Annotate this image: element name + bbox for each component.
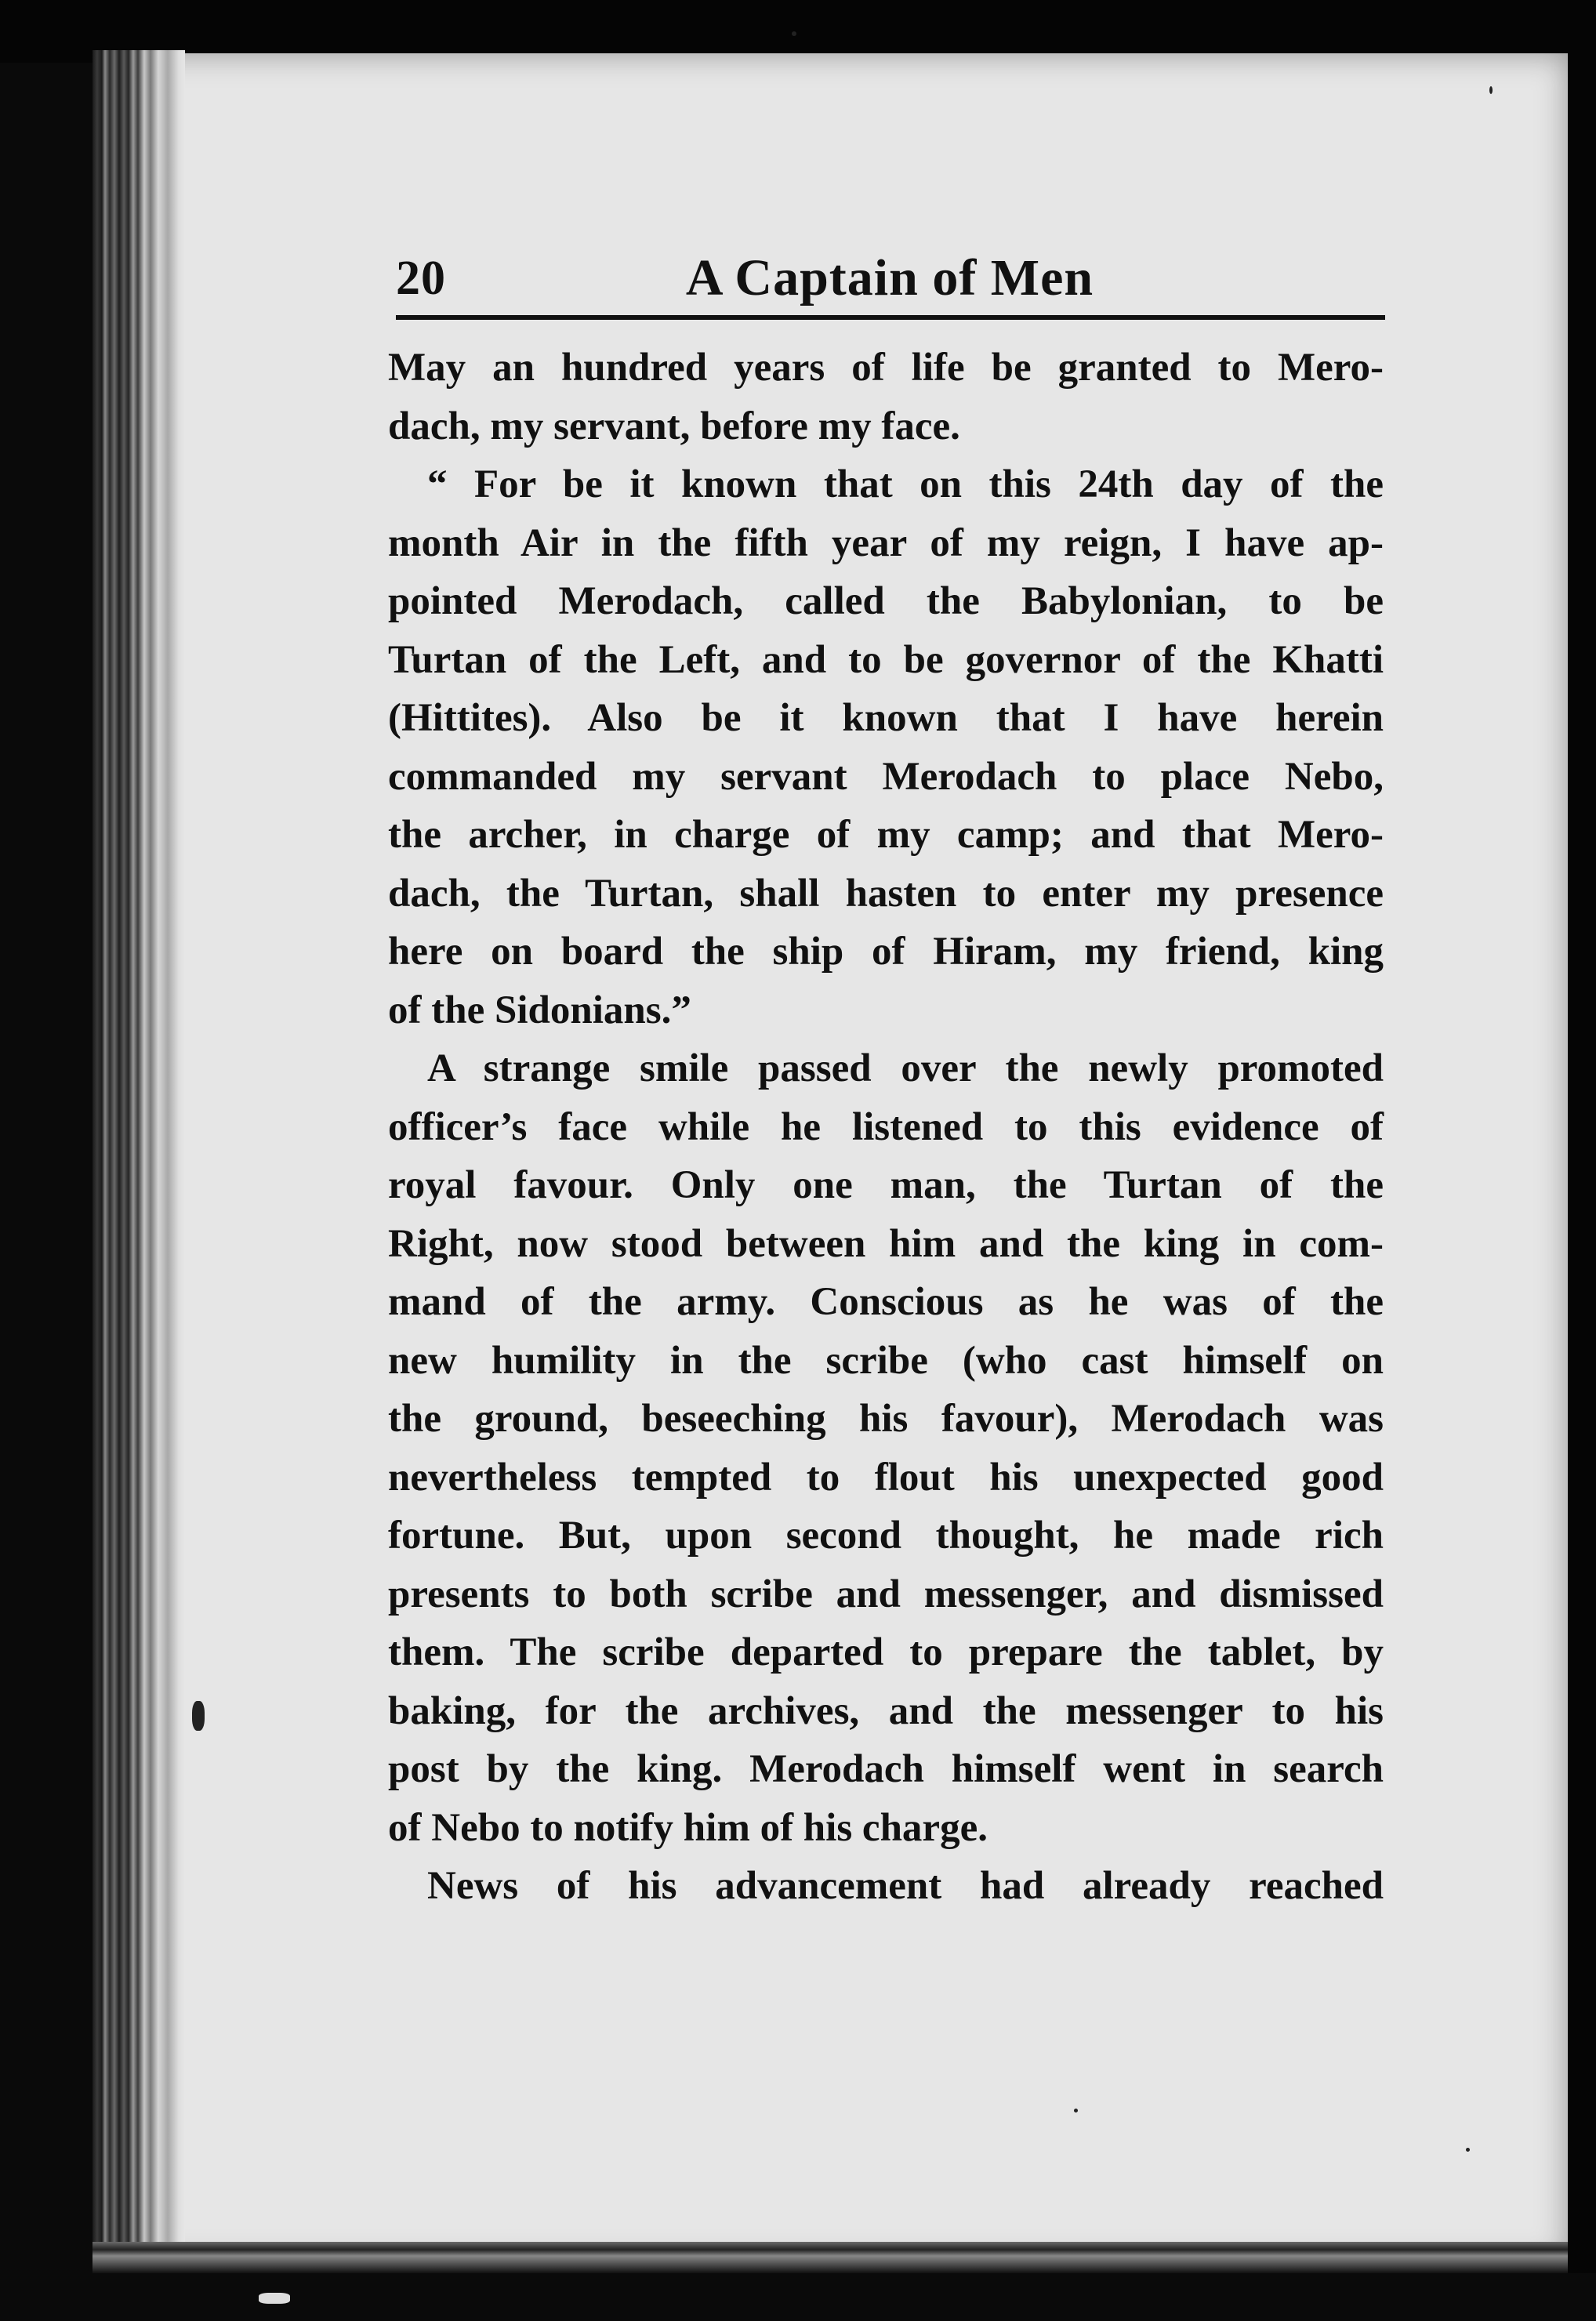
- body-text: [388, 339, 1384, 1916]
- running-title: A Captain of Men: [685, 249, 1094, 306]
- page-number: 20: [396, 252, 446, 305]
- running-head: [396, 235, 1384, 321]
- text-line: officer’s face while he listened to this evidence of: [388, 1104, 1384, 1149]
- text-line: month Air in the fifth year of my reign, I have ap-: [388, 520, 1384, 565]
- text-line: royal favour. Only one man, the Turtan of the: [388, 1163, 1384, 1207]
- scan-speck: [259, 2293, 290, 2304]
- text-line: May an hundred years of life be granted to Mero-: [388, 346, 1384, 390]
- text-line: mand of the army. Conscious as he was of the: [388, 1280, 1384, 1324]
- text-line: fortune. But, upon second thought, he made rich: [388, 1514, 1384, 1558]
- page-bottom-edge: [92, 2242, 1568, 2273]
- scan-speck: [1074, 2109, 1078, 2112]
- header-rule: [396, 315, 1385, 320]
- text-line: the archer, in charge of my camp; and that Mero-: [388, 813, 1384, 857]
- text-line: “ For be it known that on this 24th day of the: [427, 462, 1384, 506]
- text-line: of the Sidonians.”: [388, 988, 691, 1032]
- scan-speck: [1489, 86, 1493, 94]
- text-line: (Hittites). Also be it known that I have herein: [388, 696, 1384, 740]
- text-line: pointed Merodach, called the Babylonian, to be: [388, 579, 1384, 623]
- text-line: the ground, beseeching his favour), Merodach was: [388, 1397, 1384, 1441]
- text-line: presents to both scribe and messenger, and dismissed: [388, 1572, 1384, 1616]
- text-line: baking, for the archives, and the messenger to his: [388, 1688, 1384, 1733]
- text-line: Right, now stood between him and the king in com-: [388, 1221, 1384, 1266]
- text-line: dach, the Turtan, shall hasten to enter my presence: [388, 871, 1384, 916]
- scan-speck: [1466, 2148, 1470, 2152]
- text-line: new humility in the scribe (who cast himself on: [388, 1338, 1384, 1383]
- text-line: nevertheless tempted to flout his unexpected good: [388, 1455, 1384, 1500]
- text-line: commanded my servant Merodach to place Nebo,: [388, 754, 1384, 799]
- scan-speck: [192, 1701, 205, 1731]
- book-spine: [92, 50, 185, 2268]
- text-line: them. The scribe departed to prepare the tablet, by: [388, 1630, 1384, 1674]
- text-line: Turtan of the Left, and to be governor of the Khatti: [388, 637, 1384, 682]
- text-line: here on board the ship of Hiram, my friend, king: [388, 930, 1384, 974]
- scanner-right-edge: [1568, 47, 1596, 2273]
- text-line: of Nebo to notify him of his charge.: [388, 1805, 988, 1850]
- scan-speck: [792, 31, 796, 36]
- text-line: News of his advancement had already reached: [427, 1864, 1384, 1908]
- text-line: A strange smile passed over the newly promoted: [427, 1046, 1384, 1090]
- text-line: dach, my servant, before my face.: [388, 404, 960, 448]
- text-line: post by the king. Merodach himself went in search: [388, 1747, 1384, 1791]
